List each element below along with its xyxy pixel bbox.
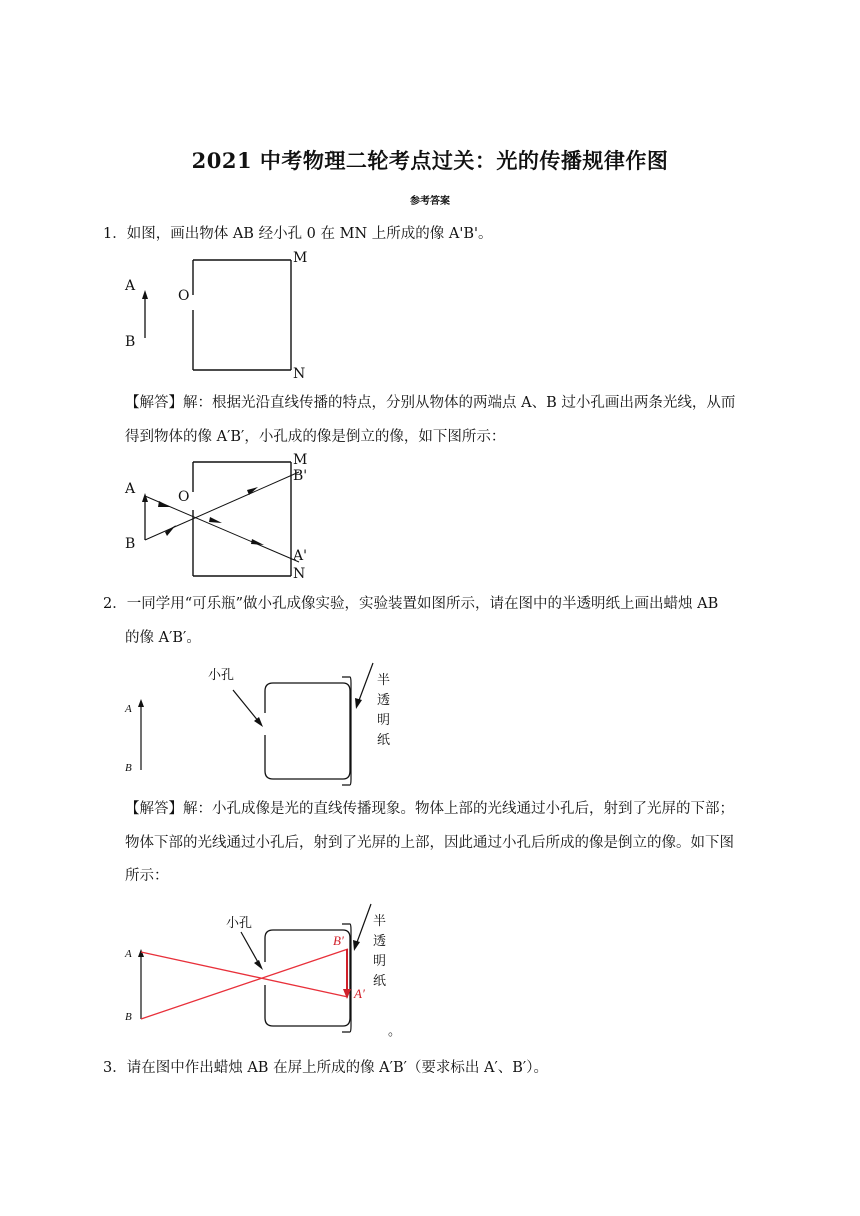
q2-label-paper-3: 明 (377, 713, 391, 728)
q1-answer-label-o: O (178, 489, 190, 505)
q1-answer-line-1: 【解答】解：根据光沿直线传播的特点，分别从物体的两端点 A、B 过小孔画出两条光线，从而 (125, 395, 736, 411)
page-title: 2021 中考物理二轮考点过关：光的传播规律作图 (191, 148, 669, 173)
q1-answer-line-2: 得到物体的像 A′B′，小孔成的像是倒立的像，如下图所示： (125, 429, 506, 445)
q2-answer-label-paper-1: 半 (373, 914, 387, 929)
q1-label-o: O (178, 288, 190, 304)
q2-label-a: A (125, 703, 132, 715)
q2-label-hole: 小孔 (208, 668, 235, 683)
q2-text-line-1: 2．一同学用“可乐瓶”做小孔成像实验，实验装置如图所示，请在图中的半透明纸上画出蜡烛 AB (103, 596, 719, 612)
q2-answer-figure-svg (118, 900, 408, 1035)
page-subtitle: 参考答案 (410, 196, 450, 207)
q2-text-line-2: 的像 A′B′。 (125, 630, 201, 646)
q2-answer-label-a-prime: A′ (354, 986, 365, 1001)
q1-label-m: M (293, 250, 308, 266)
q1-figure (118, 250, 318, 385)
q3-text: 3．请在图中作出蜡烛 AB 在屏上所成的像 A′B′（要求标出 A′、B′）。 (103, 1060, 548, 1076)
q2-answer-label-paper-2: 透 (373, 934, 387, 949)
q2-answer-line-3: 所示： (125, 868, 169, 884)
q1-figure-svg (118, 250, 318, 385)
q2-answer-figure (118, 900, 408, 1039)
q1-label-a: A (125, 278, 136, 294)
q2-label-paper-2: 透 (377, 693, 391, 708)
q2-label-paper-4: 纸 (377, 733, 391, 748)
q2-answer-label-paper-3: 明 (373, 954, 387, 969)
q1-text: 1．如图，画出物体 AB 经小孔 0 在 MN 上所成的像 A'B'。 (103, 226, 493, 242)
q2-answer-label-hole: 小孔 (226, 916, 253, 931)
q2-answer-line-2: 物体下部的光线通过小孔后，射到了光屏的上部，因此通过小孔后所成的像是倒立的像。如下图 (125, 835, 734, 851)
q2-answer-line-1: 【解答】解：小孔成像是光的直线传播现象。物体上部的光线通过小孔后，射到了光屏的下部； (125, 801, 734, 817)
q2-answer-label-b-prime: B′ (333, 933, 344, 948)
q2-label-paper-1: 半 (377, 673, 391, 688)
q2-figure-svg (118, 655, 408, 785)
q1-label-n: N (293, 366, 306, 382)
q1-answer-label-m: M (293, 452, 308, 468)
q2-answer-label-b: B (125, 1011, 132, 1023)
q2-answer-trailing-mark: 。 (388, 1024, 402, 1039)
q2-answer-label-a: A (125, 948, 132, 960)
q1-answer-label-b-prime: B' (293, 468, 308, 484)
q1-label-b: B (125, 334, 136, 350)
q1-answer-label-n: N (293, 566, 306, 582)
q1-answer-figure (118, 450, 328, 585)
q2-figure (118, 655, 408, 785)
q1-answer-label-b: B (125, 536, 136, 552)
q2-label-b: B (125, 762, 132, 774)
q1-answer-label-a: A (125, 481, 136, 497)
q1-answer-label-a-prime: A' (293, 548, 307, 564)
q2-answer-label-paper-4: 纸 (373, 974, 387, 989)
